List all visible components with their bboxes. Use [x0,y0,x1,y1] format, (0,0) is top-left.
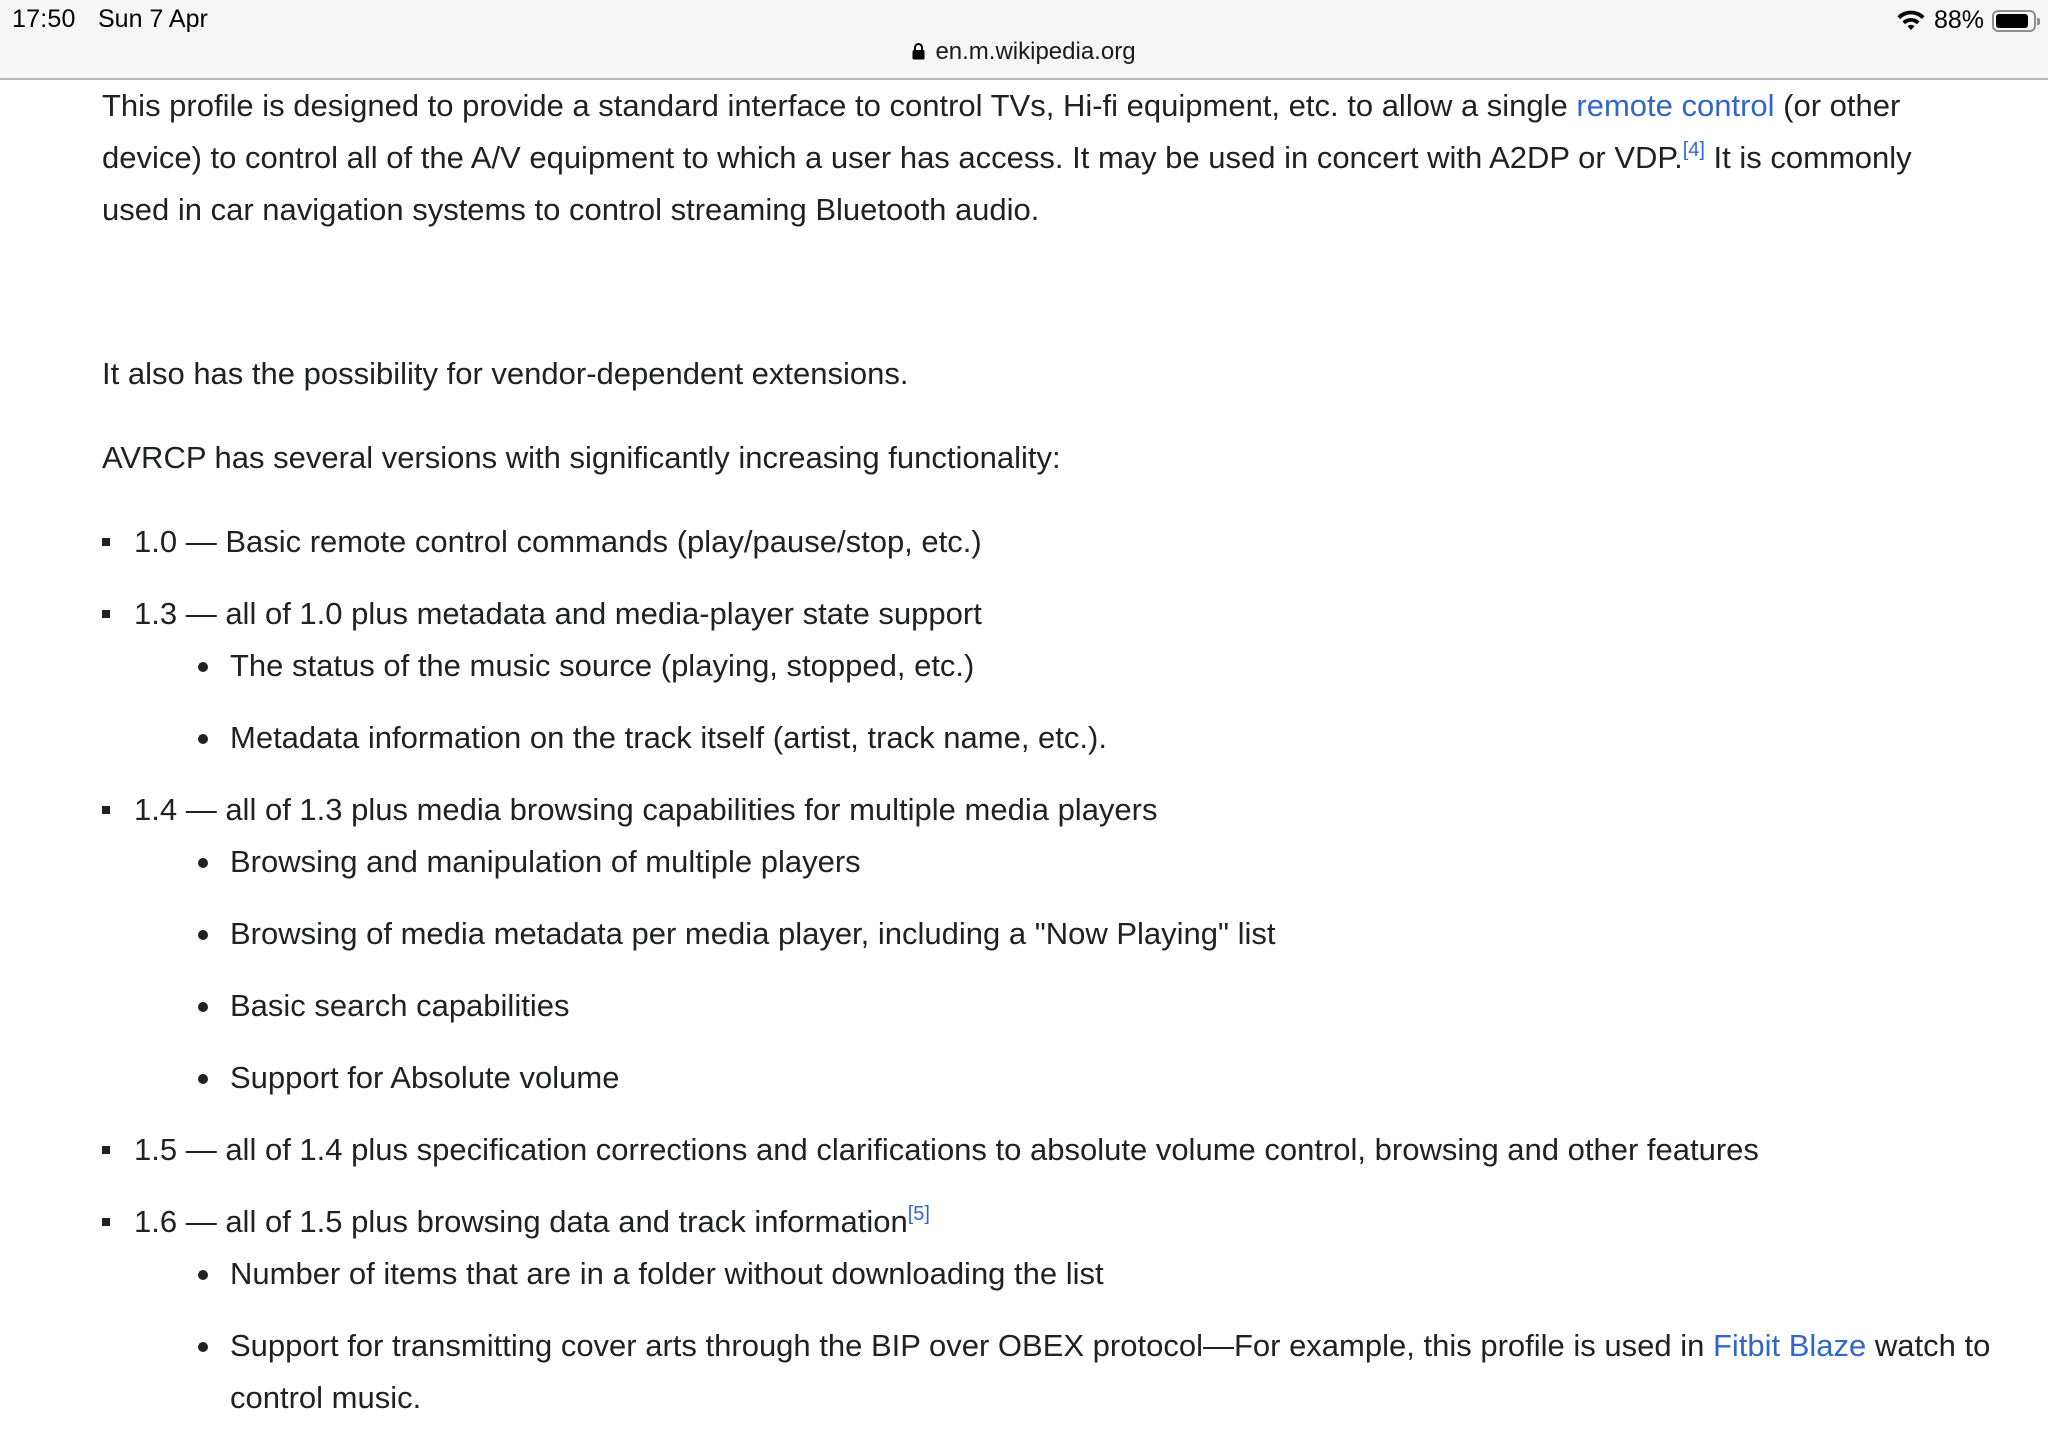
status-date: Sun 7 Apr [98,5,208,33]
sub-list [134,836,2002,1104]
version-text: 1.6 — all of 1.5 plus browsing data and track information [134,1204,908,1239]
reference-4-link[interactable]: [4] [1682,139,1705,161]
version-item-1-0 [102,516,2002,568]
status-time: 17:50 [12,5,76,33]
list-item [134,1320,2002,1424]
reference-5-link[interactable]: [5] [907,1203,930,1225]
versions-list [102,516,2002,1444]
list-item-text: watch to control music. [230,1328,1991,1415]
wifi-icon [1896,9,1926,33]
versions-intro-paragraph: AVRCP has several versions with significantly increasing functionality: [102,440,1061,475]
url-text: en.m.wikipedia.org [935,38,1136,65]
list-item: Browsing and manipulation of multiple players [134,836,2002,888]
version-text: 1.5 — all of 1.4 plus specification corrections and clarifications to absolute volume control, browsing and other features [134,1132,1759,1167]
address-bar[interactable] [0,38,2048,66]
list-item: Support for Absolute volume [134,1052,2002,1104]
ios-status-and-url-bar [0,0,2048,80]
version-item-1-5 [102,1124,2002,1176]
version-item-1-3 [102,588,2002,764]
version-text: 1.3 — all of 1.0 plus metadata and media-player state support [134,596,982,631]
version-text-wrap [134,1196,2002,1248]
list-item-text: Support for transmitting cover arts through the BIP over OBEX protocol—For example, this profile is used in [230,1328,1713,1363]
version-item-1-6 [102,1196,2002,1424]
list-item: Number of items that are in a folder without downloading the list [134,1248,2002,1300]
list-item: Metadata information on the track itself (artist, track name, etc.). [134,712,2002,764]
intro-text-2: (or other device) to control all of the A/V equipment to which a user has access. It may be used in concert with A2DP or VDP. [102,88,1901,175]
link-fitbit-blaze[interactable]: Fitbit Blaze [1712,1328,1867,1363]
battery-level-fill [1996,14,2028,28]
lock-icon [912,43,925,60]
list-item: Basic search capabilities [134,980,2002,1032]
sub-list [134,640,2002,764]
status-indicators [1896,6,2036,35]
battery-icon [1992,10,2036,32]
list-item: Browsing of media metadata per media player, including a "Now Playing" list [134,908,2002,960]
link-remote-control[interactable]: remote control [1576,88,1775,123]
battery-tip [2037,18,2040,25]
vendor-paragraph: It also has the possibility for vendor-dependent extensions. [102,356,909,391]
intro-paragraph [102,80,1952,236]
version-text: 1.4 — all of 1.3 plus media browsing capabilities for multiple media players [134,792,1158,827]
sub-list [134,1248,2002,1424]
battery-percent: 88% [1933,6,1984,34]
version-item-1-4 [102,784,2002,1104]
list-item: The status of the music source (playing, stopped, etc.) [134,640,2002,692]
version-text: 1.0 — Basic remote control commands (play/pause/stop, etc.) [134,524,982,559]
intro-text-1: This profile is designed to provide a standard interface to control TVs, Hi-fi equipment, etc. to allow a single [102,88,1577,123]
intro-text-3: It is commonly used in car navigation systems to control streaming Bluetooth audio. [102,140,1912,227]
